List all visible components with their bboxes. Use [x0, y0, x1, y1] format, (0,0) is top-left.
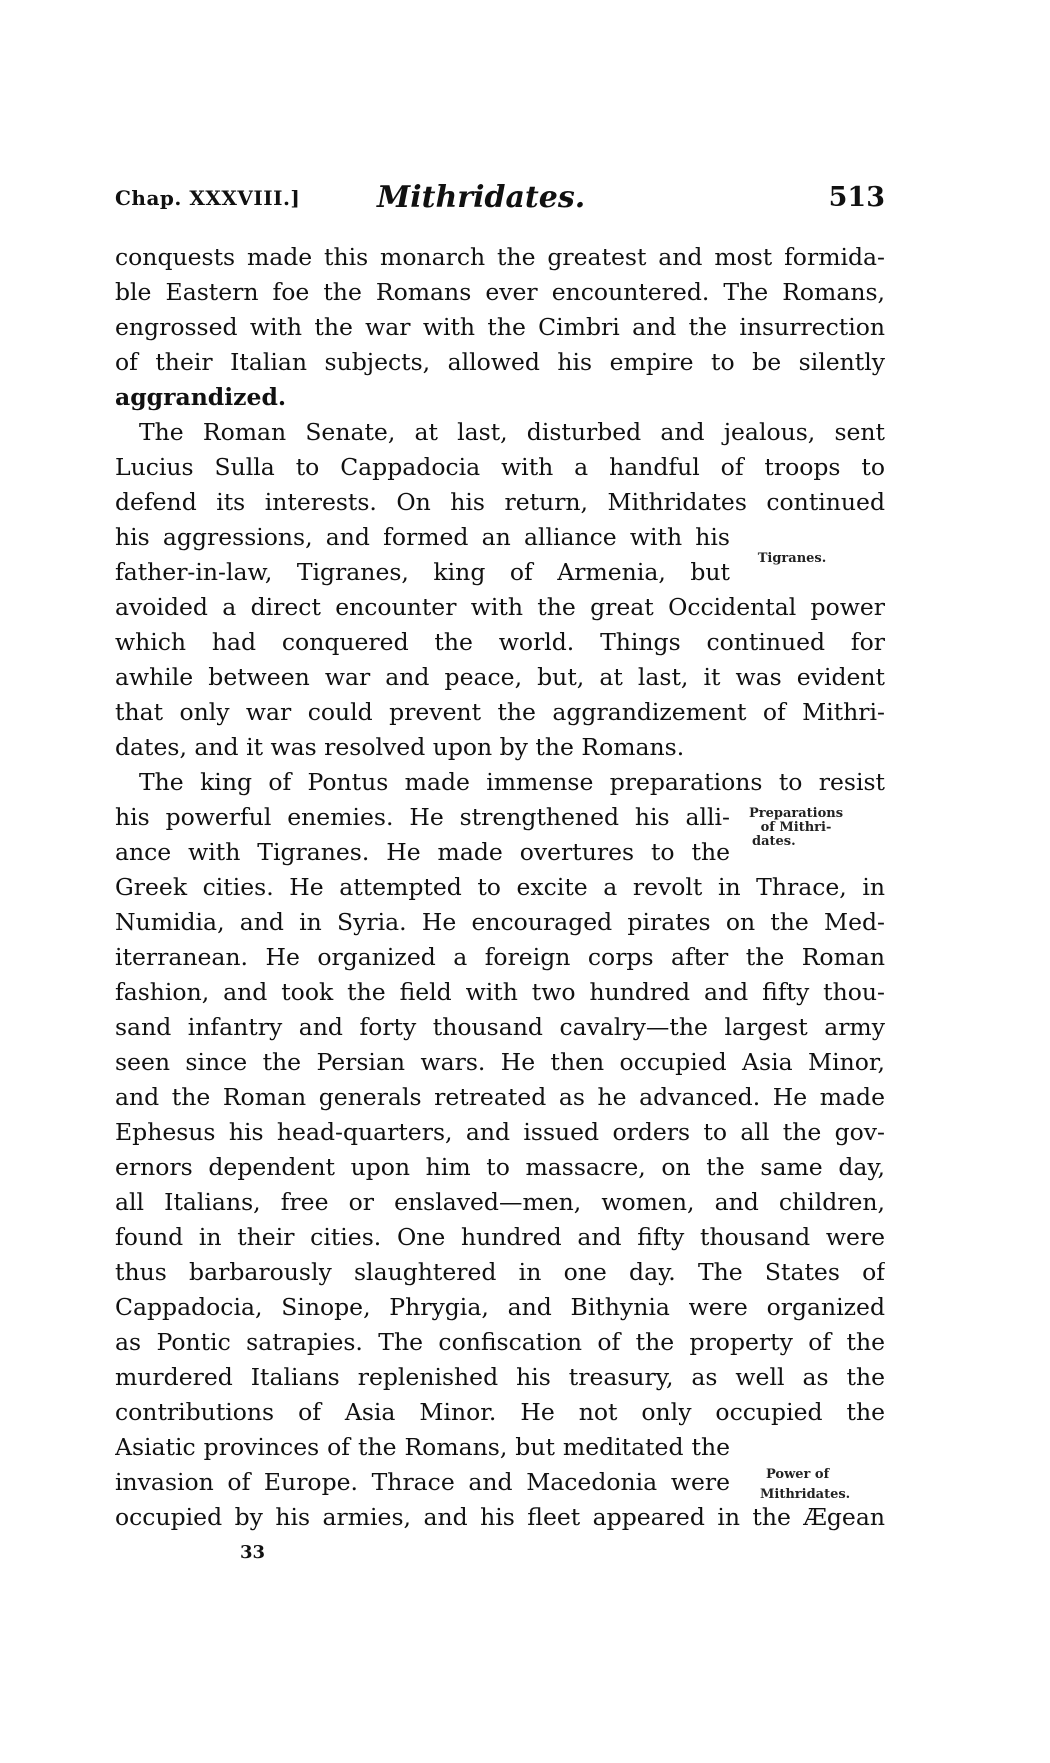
text-line: his aggressions, and formed an alliance with his: [115, 523, 730, 551]
text-line: found in their cities. One hundred and fifty thousand were: [115, 1223, 885, 1251]
text-line: Cappadocia, Sinope, Phrygia, and Bithynia were organized: [115, 1293, 885, 1321]
text-line: The Roman Senate, at last, disturbed and jealous, sent: [139, 418, 885, 446]
text-line: invasion of Europe. Thrace and Macedonia were: [115, 1468, 730, 1496]
text-line: avoided a direct encounter with the great Occidental power: [115, 593, 885, 621]
text-line: as Pontic satrapies. The confiscation of the property of the: [115, 1328, 885, 1356]
margin-note-tigranes: [752, 552, 832, 566]
text-line: contributions of Asia Minor. He not only occupied the: [115, 1398, 885, 1426]
text-line: murdered Italians replenished his treasury, as well as the: [115, 1363, 885, 1391]
text-line: defend its interests. On his return, Mithridates continued: [115, 488, 885, 516]
text-line: father-in-law, Tigranes, king of Armenia, but: [115, 558, 730, 586]
margin-note-text: of Mithri-: [760, 820, 832, 835]
text-line: Ephesus his head-quarters, and issued orders to all the gov-: [115, 1118, 885, 1146]
margin-note-text: dates.: [752, 834, 796, 849]
running-title: Mithridates.: [377, 180, 586, 215]
text-line: seen since the Persian wars. He then occupied Asia Minor,: [115, 1048, 885, 1076]
signature-mark: 33: [240, 1542, 266, 1563]
chapter-label: Chap. XXXVIII.]: [115, 186, 301, 210]
text-line: awhile between war and peace, but, at last, it was evident: [115, 663, 885, 691]
text-line: Greek cities. He attempted to excite a revolt in Thrace, in: [115, 873, 885, 901]
text-line: that only war could prevent the aggrandizement of Mithri-: [115, 698, 885, 726]
page-number: 513: [828, 182, 885, 213]
text-line: dates, and it was resolved upon by the Romans.: [115, 733, 685, 761]
text-line: of their Italian subjects, allowed his empire to be silently: [115, 348, 885, 376]
text-line: and the Roman generals retreated as he advanced. He made: [115, 1083, 885, 1111]
text-line: The king of Pontus made immense preparations to resist: [139, 768, 885, 796]
text-line: his powerful enemies. He strengthened his alli-: [115, 803, 730, 831]
text-line: Numidia, and in Syria. He encouraged pirates on the Med-: [115, 908, 885, 936]
margin-note-text: Mithridates.: [760, 1487, 851, 1502]
margin-note-preparations: [748, 807, 844, 849]
margin-note-power: [760, 1468, 860, 1502]
text-line: conquests made this monarch the greatest and most formida-: [115, 243, 885, 271]
text-line: ble Eastern foe the Romans ever encountered. The Romans,: [115, 278, 885, 306]
margin-note-text: Preparations: [748, 806, 844, 821]
text-line: sand infantry and forty thousand cavalry—the largest army: [115, 1013, 885, 1041]
text-line: all Italians, free or enslaved—men, women, and children,: [115, 1188, 885, 1216]
running-header: [115, 180, 885, 220]
text-line: thus barbarously slaughtered in one day. The States of: [115, 1258, 885, 1286]
text-line: iterranean. He organized a foreign corps after the Roman: [115, 943, 885, 971]
text-line: engrossed with the war with the Cimbri and the insurrection: [115, 313, 885, 341]
text-line: ernors dependent upon him to massacre, on the same day,: [115, 1153, 885, 1181]
margin-note-text: Power of: [766, 1467, 830, 1482]
text-line: Asiatic provinces of the Romans, but meditated the: [115, 1433, 730, 1461]
text-line: ance with Tigranes. He made overtures to the: [115, 838, 730, 866]
text-line: fashion, and took the field with two hundred and fifty thou-: [115, 978, 885, 1006]
text-line: occupied by his armies, and his fleet appeared in the Ægean: [115, 1503, 885, 1531]
text-line: Lucius Sulla to Cappadocia with a handful of troops to: [115, 453, 885, 481]
text-line: which had conquered the world. Things continued for: [115, 628, 885, 656]
margin-note-text: Tigranes.: [757, 551, 827, 566]
body-text: [115, 240, 885, 1535]
text-line: aggrandized.: [115, 383, 287, 411]
